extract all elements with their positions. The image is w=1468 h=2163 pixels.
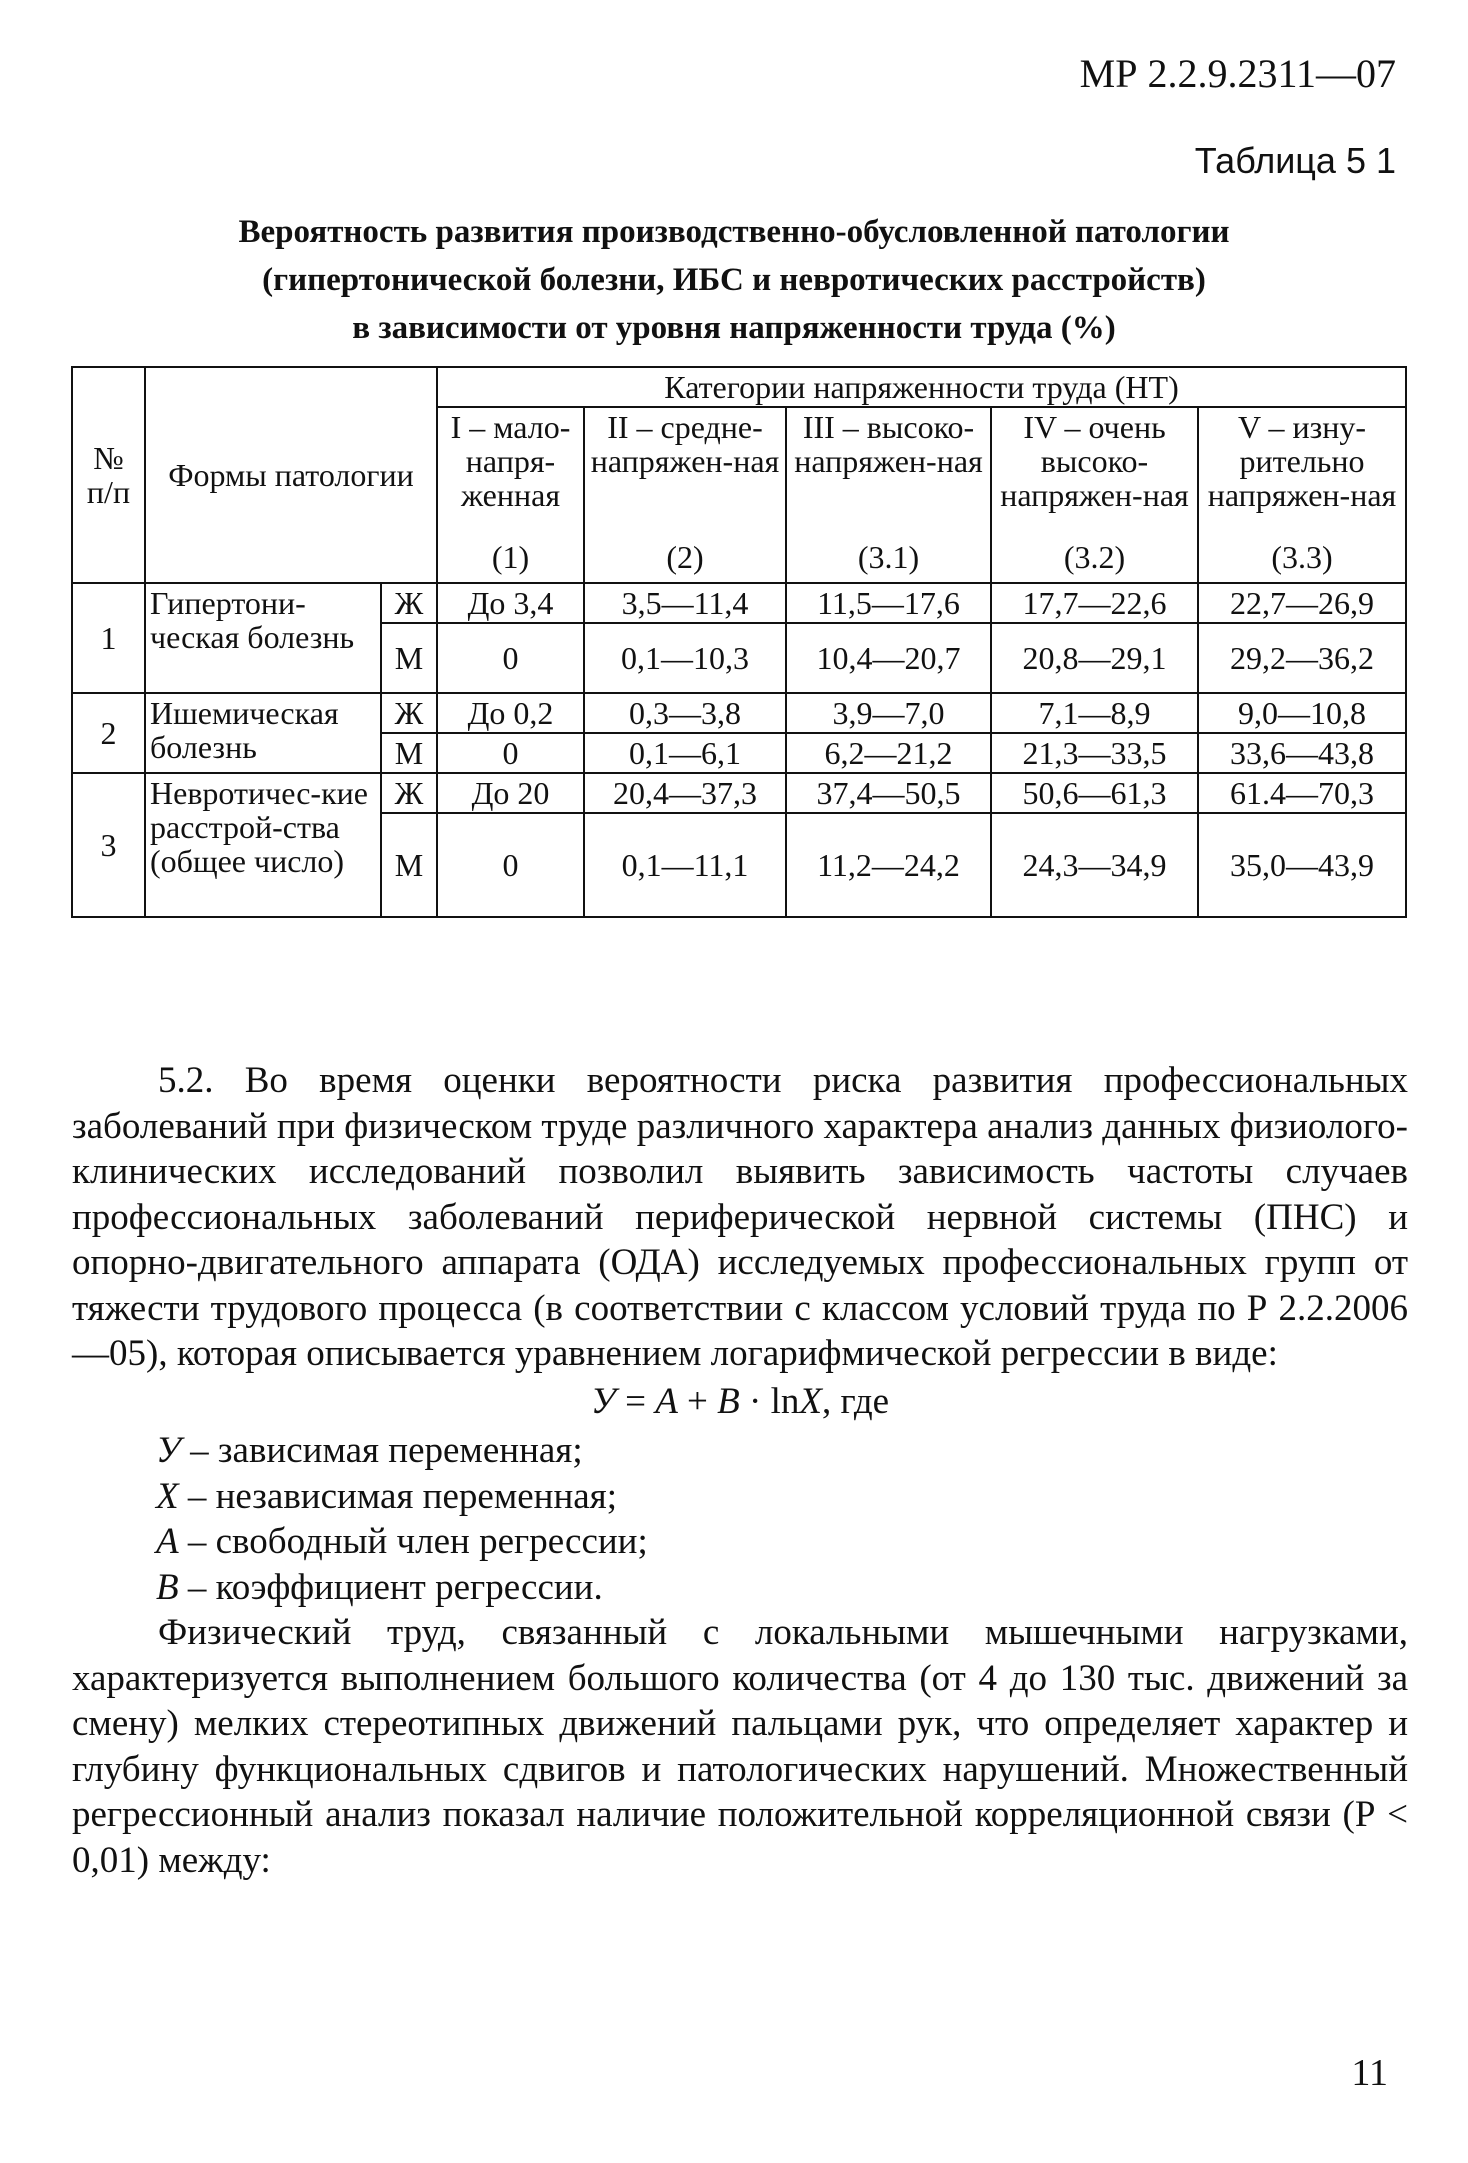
- definition-item: [72, 1565, 1408, 1611]
- formula-tail: , где: [822, 1380, 890, 1422]
- value-cell: 24,3—34,9: [991, 813, 1198, 917]
- value-cell: 3,5—11,4: [584, 583, 786, 623]
- pathology-table: [71, 366, 1407, 918]
- page-number: 11: [1351, 2052, 1388, 2094]
- value-cell: До 0,2: [437, 693, 584, 733]
- category-name: III – высоко-напряжен-ная: [794, 409, 983, 479]
- value-cell: 10,4—20,7: [786, 623, 991, 693]
- sex-cell: М: [381, 733, 437, 773]
- definition-var: В: [156, 1566, 179, 1608]
- definition-text: – независимая переменная;: [178, 1475, 617, 1517]
- paragraph: Физический труд, связанный с локальными мышечными нагрузками, характеризуется выполнением большого количества (от 4 до 130 тыс. движений за смену) мелких стереотипных движений пальцами рук, что определяет характер и глубину функциональных сдвигов и патологических нарушений. Множественный регрессионный анализ показал наличие положительной корреляционной связи (Р < 0,01) между:: [72, 1612, 1408, 1881]
- formula-b: В: [717, 1380, 740, 1422]
- value-cell: 61.4—70,3: [1198, 773, 1406, 813]
- value-cell: 7,1—8,9: [991, 693, 1198, 733]
- paragraph: 5.2. Во время оценки вероятности риска развития профессиональных заболеваний при физическом труде различного характера анализ данных физиолого-клинических исследований позволил выявить зависимость частоты случаев профессиональных заболеваний периферической нервной системы (ПНС) и опорно-двигательного аппарата (ОДА) исследуемых профессиональных групп от тяжести трудового процесса (в соответствии с классом условий труда по Р 2.2.2006—05), которая описывается уравнением логарифмической регрессии в виде:: [72, 1060, 1408, 1374]
- category-code: (2): [666, 539, 704, 575]
- document-code: МР 2.2.9.2311—07: [1079, 51, 1396, 96]
- table-row: [72, 693, 1406, 733]
- category-name: IV – очень высоко-напряжен-ная: [1000, 409, 1189, 513]
- sex-cell: Ж: [381, 583, 437, 623]
- value-cell: 50,6—61,3: [991, 773, 1198, 813]
- pathology-form: Гипертони-ческая болезнь: [145, 583, 381, 693]
- regression-formula: [72, 1379, 1408, 1425]
- formula-plus: +: [677, 1380, 718, 1422]
- row-number: 1: [72, 583, 145, 693]
- definition-text: – коэффициент регрессии.: [178, 1566, 603, 1608]
- category-code: (1): [491, 539, 530, 575]
- caption-line: (гипертонической болезни, ИБС и невротических расстройств): [262, 262, 1206, 298]
- definition-var: X: [156, 1475, 179, 1517]
- value-cell: 0: [437, 623, 584, 693]
- value-cell: 20,8—29,1: [991, 623, 1198, 693]
- table-label: Таблица 5 1: [1194, 140, 1396, 181]
- category-header-1: [437, 407, 584, 583]
- value-cell: 21,3—33,5: [991, 733, 1198, 773]
- category-name: I – мало-напря-женная: [450, 409, 571, 513]
- value-cell: 0,3—3,8: [584, 693, 786, 733]
- header-categories: Категории напряженности труда (НТ): [437, 367, 1406, 407]
- value-cell: 33,6—43,8: [1198, 733, 1406, 773]
- definition-var: А: [156, 1521, 179, 1562]
- category-code: (3.1): [857, 539, 920, 575]
- definition-text: – зависимая переменная;: [180, 1430, 583, 1471]
- value-cell: 6,2—21,2: [786, 733, 991, 773]
- definition-text: – свободный член регрессии;: [178, 1521, 648, 1562]
- caption-line: Вероятность развития производственно-обусловленной патологии: [238, 214, 1230, 250]
- formula-x: X: [799, 1380, 822, 1422]
- table-row: [72, 583, 1406, 623]
- formula-dot-ln: · ln: [739, 1380, 800, 1422]
- category-header-5: [1198, 407, 1406, 583]
- value-cell: 9,0—10,8: [1198, 693, 1406, 733]
- value-cell: 0,1—11,1: [584, 813, 786, 917]
- table-caption: [60, 208, 1408, 352]
- value-cell: 35,0—43,9: [1198, 813, 1406, 917]
- value-cell: 22,7—26,9: [1198, 583, 1406, 623]
- body-text: [72, 1058, 1408, 1883]
- pathology-form: Ишемическая болезнь: [145, 693, 381, 773]
- header-number: № п/п: [72, 367, 145, 583]
- caption-line: в зависимости от уровня напряженности труда (%): [352, 310, 1116, 346]
- value-cell: 0,1—10,3: [584, 623, 786, 693]
- value-cell: До 3,4: [437, 583, 584, 623]
- value-cell: До 20: [437, 773, 584, 813]
- category-header-4: [991, 407, 1198, 583]
- category-name: V – изну-рительно напряжен-ная: [1207, 409, 1397, 513]
- category-code: (3.2): [1063, 539, 1126, 575]
- definition-var: У: [156, 1430, 181, 1471]
- value-cell: 20,4—37,3: [584, 773, 786, 813]
- sex-cell: М: [381, 813, 437, 917]
- formula-y: У: [590, 1380, 616, 1422]
- category-code: (3.3): [1271, 539, 1333, 575]
- value-cell: 0: [437, 813, 584, 917]
- value-cell: 0,1—6,1: [584, 733, 786, 773]
- value-cell: 11,5—17,6: [786, 583, 991, 623]
- definition-item: [72, 1474, 1408, 1520]
- formula-a: А: [655, 1380, 678, 1422]
- value-cell: 37,4—50,5: [786, 773, 991, 813]
- sex-cell: Ж: [381, 773, 437, 813]
- table-row: [72, 773, 1406, 813]
- value-cell: 3,9—7,0: [786, 693, 991, 733]
- header-form: Формы патологии: [145, 367, 437, 583]
- value-cell: 29,2—36,2: [1198, 623, 1406, 693]
- row-number: 3: [72, 773, 145, 917]
- category-name: II – средне-напряжен-ная: [590, 409, 780, 479]
- definition-item: [72, 1519, 1408, 1565]
- definition-item: [72, 1428, 1408, 1474]
- sex-cell: Ж: [381, 693, 437, 733]
- row-number: 2: [72, 693, 145, 773]
- formula-eq: =: [615, 1380, 656, 1422]
- value-cell: 0: [437, 733, 584, 773]
- sex-cell: М: [381, 623, 437, 693]
- value-cell: 17,7—22,6: [991, 583, 1198, 623]
- category-header-2: [584, 407, 786, 583]
- pathology-form: Невротичес-кие расстрой-ства (общее число): [145, 773, 381, 917]
- value-cell: 11,2—24,2: [786, 813, 991, 917]
- category-header-3: [786, 407, 991, 583]
